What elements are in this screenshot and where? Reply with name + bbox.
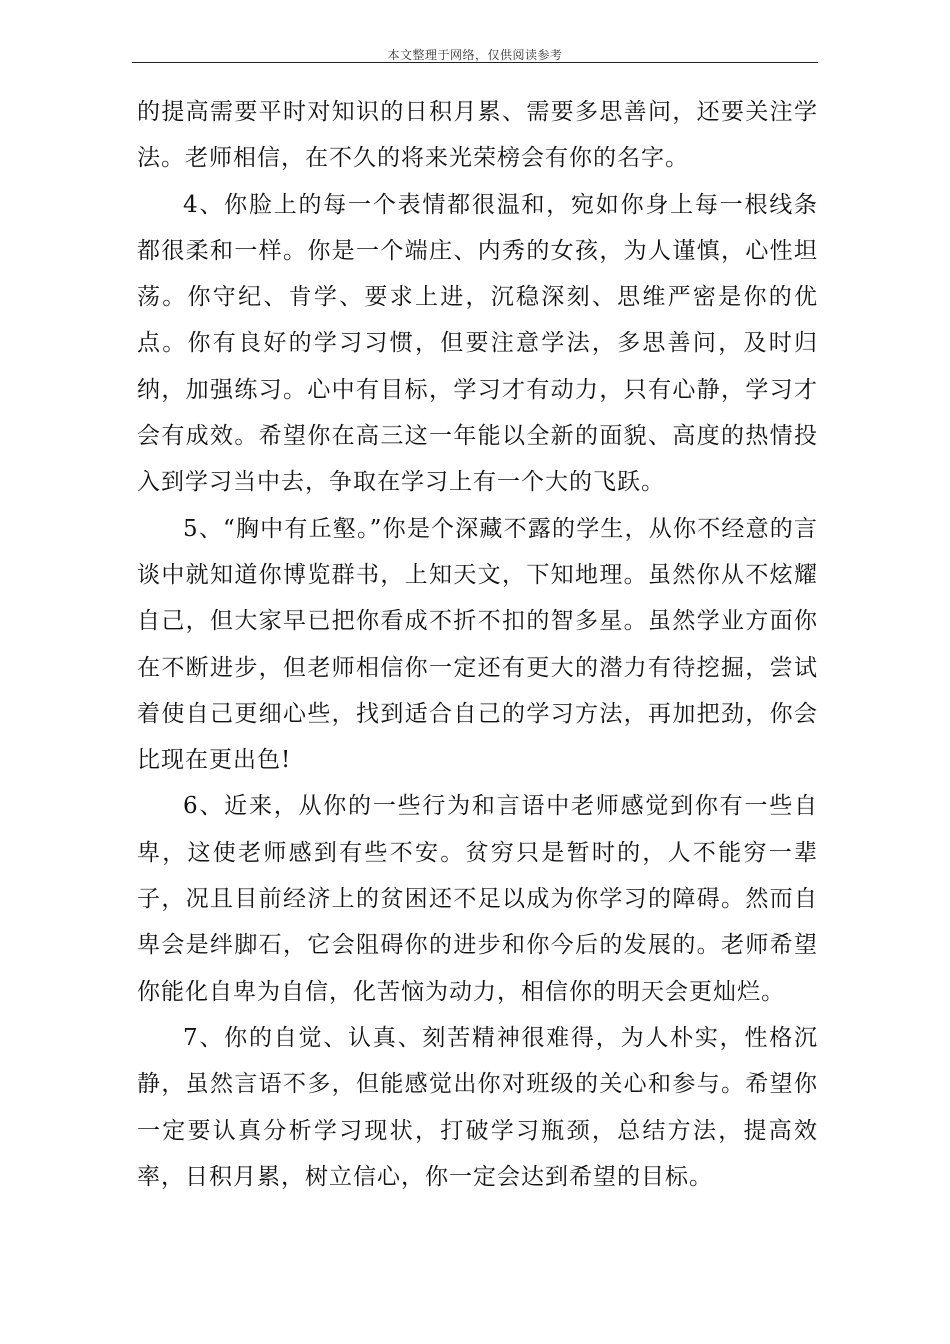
paragraph-7: 7、你的自觉、认真、刻苦精神很难得，为人朴实，性格沉静，虽然言语不多，但能感觉出你对班级的关心和参与。希望你一定要认真分析学习现状，打破学习瓶颈，总结方法，提高效率，日积月累，树立信心，你一定会达到希望的目标。	[137, 1024, 818, 1190]
header-text: 本文整理于网络，仅供阅读参考	[387, 48, 563, 62]
paragraph-6: 6、近来，从你的一些行为和言语中老师感觉到你有一些自卑，这使老师感到有些不安。贫穷只是暂时的，人不能穷一辈子，况且目前经济上的贫困还不足以成为你学习的障碍。然而自卑会是绊脚石，它会阻碍你的进步和你今后的发展的。老师希望你能化自卑为自信，化苦恼为动力，相信你的明天会更灿烂。	[137, 793, 818, 1005]
paragraph-continuation: 的提高需要平时对知识的日积月累、需要多思善问，还要关注学法。老师相信，在不久的将来光荣榜会有你的名字。	[137, 99, 818, 172]
page-header	[132, 44, 818, 63]
paragraph-5: 5、“胸中有丘壑。”你是个深藏不露的学生，从你不经意的言谈中就知道你博览群书，上知天文，下知地理。虽然你从不炫耀自己，但大家早已把你看成不折不扣的智多星。虽然学业方面你在不断进步，但老师相信你一定还有更大的潜力有待挖掘，尝试着使自己更细心些，找到适合自己的学习方法，再加把劲，你会比现在更出色!	[137, 515, 818, 774]
paragraph-4: 4、你脸上的每一个表情都很温和，宛如你身上每一根线条都很柔和一样。你是一个端庄、内秀的女孩，为人谨慎，心性坦荡。你守纪、肯学、要求上进，沉稳深刻、思维严密是你的优点。你有良好的学习习惯，但要注意学法，多思善问，及时归纳，加强练习。心中有目标，学习才有动力，只有心静，学习才会有成效。希望你在高三这一年能以全新的面貌、高度的热情投入到学习当中去，争取在学习上有一个大的飞跃。	[137, 191, 818, 496]
document-body	[137, 89, 818, 1200]
